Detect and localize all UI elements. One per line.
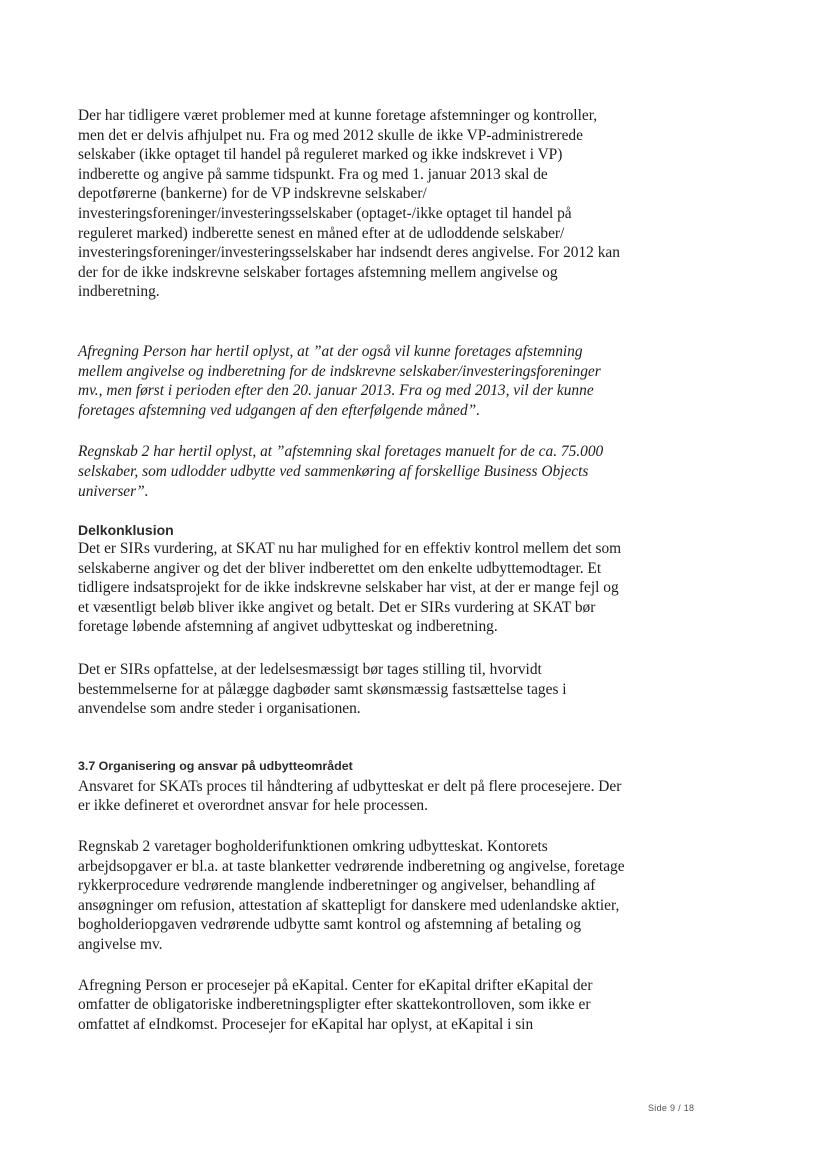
quote-afregning-person: Afregning Person har hertil oplyst, at ”at der også vil kunne foretages afstemning mellem angivelse og indberetning for de indskrevne selskaber/investeringsforeninger mv., men først i perioden efter den 20. januar 2013. Fra og med 2013, vil der kunne foretages afstemning ved udgangen af den efterfølgende måned”.	[78, 342, 601, 419]
paragraph-afregning-person: Afregning Person er procesejer på eKapital. Center for eKapital drifter eKapital der omfatter de obligatoriske indberetningspligter efter skattekontrolloven, som ikke er omfattet af eIndkomst. Procesejer for eKapital har oplyst, at eKapital i sin	[78, 976, 593, 1033]
paragraph-regnskab-2: Regnskab 2 varetager bogholderifunktionen omkring udbytteskat. Kontorets arbejdsopgaver er bl.a. at taste blanketter vedrørende indberetning og angivelse, foretage rykkerprocedure vedrørende manglende indberetninger og angivelser, behandling af ansøgninger om refusion, attestation af skattepligt for danskere med udenlandske aktier, bogholderiopgaven vedrørende udbytte samt kontrol og afstemning af betaling og angivelse mv.	[78, 838, 625, 953]
paragraph-afstemning-history: Der har tidligere været problemer med at kunne foretage afstemninger og kontroller, men det er delvis afhjulpet nu. Fra og med 2012 skulle de ikke VP-administrerede selskaber (ikke optaget til handel på reguleret marked og ikke indskrevet i VP) indberette og angive på samme tidspunkt. Fra og med 1. januar 2013 skal de depotførerne (bankerne) for de VP indskrevne selskaber/ investeringsforeninger/investeringsselskaber (optaget-/ikke optaget til handel på reguleret marked) indberette senest en måned efter at de udloddende selskaber/ investeringsforeninger/investeringsselskaber har indsendt deres angivelse. For 2012 kan der for de ikke indskrevne selskaber fortages afstemning mellem angivelse og indberetning.	[78, 107, 620, 301]
page-number: Side 9 / 18	[648, 1103, 695, 1113]
paragraph-ansvar: Ansvaret for SKATs proces til håndtering af udbytteskat er delt på flere procesejere. Der er ikke defineret et overordnet ansvar for hele processen.	[78, 777, 622, 815]
paragraph-sir-vurdering: Det er SIRs vurdering, at SKAT nu har mulighed for en effektiv kontrol mellem det som selskaberne angiver og det der bliver indberettet om den enkelte udbyttemodtager. Et tidligere indsatsprojekt for de ikke indskrevne selskaber har vist, at der er mange fejl og et væsentligt beløb bliver ikke angivet og betalt. Det er SIRs vurdering at SKAT bør foretage løbende afstemning af angivet udbytteskat og indberetning.	[78, 540, 622, 636]
delkonklusion-heading: Delkonklusion	[78, 522, 174, 539]
section-heading-3-7: 3.7 Organisering og ansvar på udbytteområdet	[78, 758, 353, 773]
page-body	[78, 106, 626, 1034]
quote-regnskab-2: Regnskab 2 har hertil oplyst, at ”afstemning skal foretages manuelt for de ca. 75.000 selskaber, som udlodder udbytte ved sammenkøring af forskellige Business Objects universer”.	[78, 443, 604, 500]
paragraph-sir-opfattelse: Det er SIRs opfattelse, at der ledelsesmæssigt bør tages stilling til, hvorvidt bestemmelserne for at pålægge dagbøder samt skønsmæssig fastsættelse tages i anvendelse som andre steder i organisationen.	[78, 661, 567, 718]
